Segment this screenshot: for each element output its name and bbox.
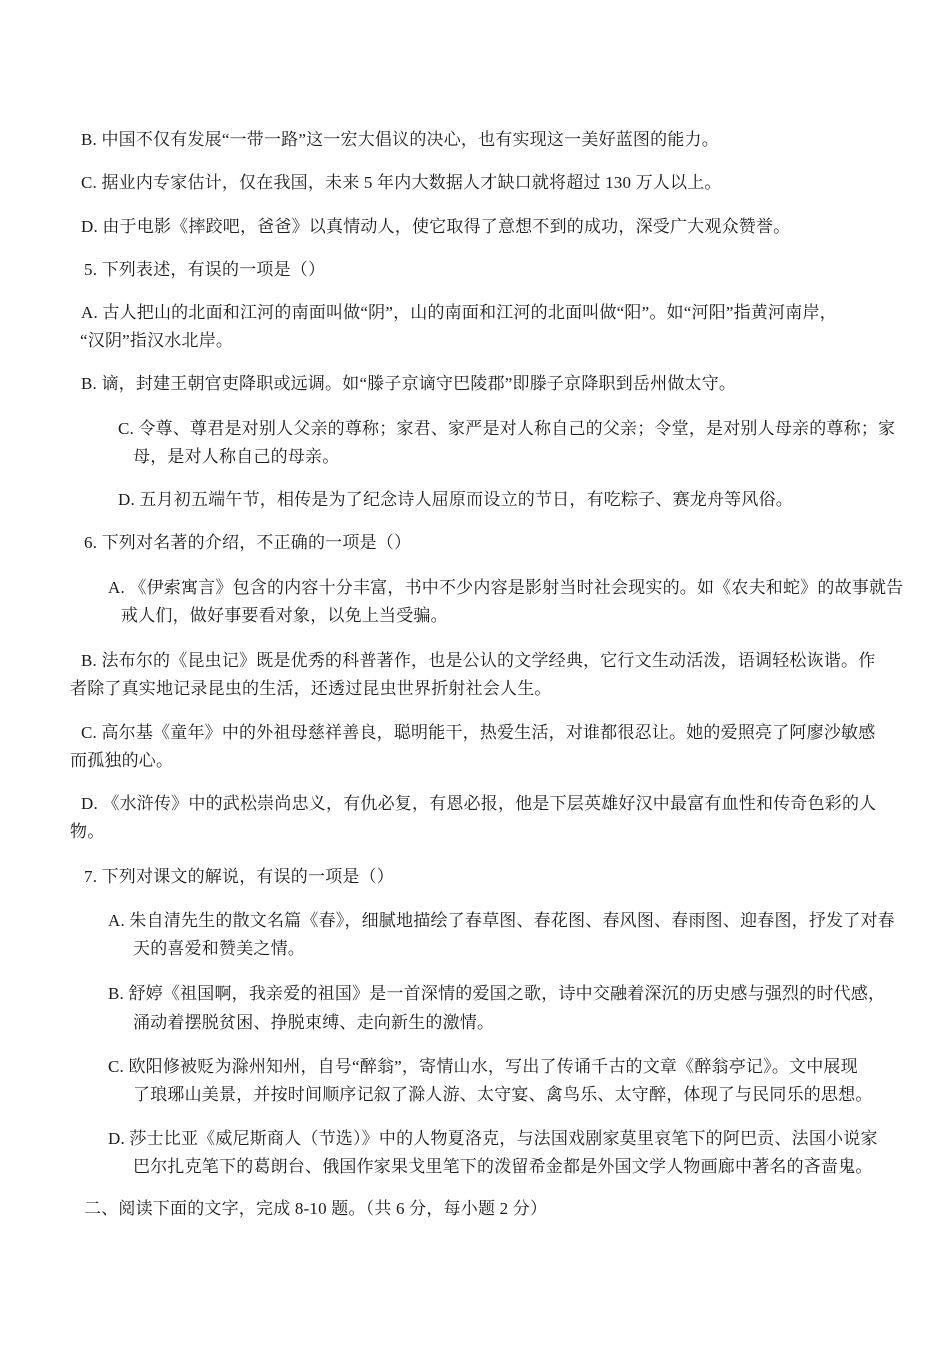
line-q5-option-c-2: 母，是对人称自己的母亲。	[133, 447, 340, 466]
line-q6-option-a-2: 戒人们，做好事要看对象，以免上当受骗。	[121, 606, 448, 625]
line-q7-option-a-1: A. 朱自清先生的散文名篇《春》，细腻地描绘了春草图、春花图、春风图、春雨图、迎春图，抒发了对春	[108, 911, 895, 930]
line-q6-option-b-1: B. 法布尔的《昆虫记》既是优秀的科普著作，也是公认的文学经典，它行文生动活泼，语调轻松诙谐。作	[81, 651, 876, 670]
line-q4-option-b: B. 中国不仅有发展“一带一路”这一宏大倡议的决心，也有实现这一美好蓝图的能力。	[81, 130, 719, 149]
line-q6-option-d-1: D. 《水浒传》中的武松崇尚忠义，有仇必复，有恩必报，他是下层英雄好汉中最富有血性和传奇色彩的人	[81, 794, 877, 813]
line-q5-option-c-1: C. 令尊、尊君是对别人父亲的尊称；家君、家严是对人称自己的父亲；令堂，是对别人母亲的尊称；家	[118, 419, 896, 438]
line-q7-option-a-2: 天的喜爱和赞美之情。	[133, 939, 305, 958]
line-q6-option-c-1: C. 高尔基《童年》中的外祖母慈祥善良，聪明能干，热爱生活，对谁都很忍让。她的爱照亮了阿廖沙敏感	[81, 723, 876, 742]
line-q4-option-c: C. 据业内专家估计，仅在我国，未来 5 年内大数据人才缺口就将超过 130 万人以上。	[81, 173, 722, 192]
line-q6-option-b-2: 者除了真实地记录昆虫的生活，还透过昆虫世界折射社会人生。	[70, 679, 552, 698]
line-section-2-header: 二、阅读下面的文字，完成 8-10 题。（共 6 分，每小题 2 分）	[84, 1199, 548, 1218]
line-q5-option-b: B. 谪，封建王朝官吏降职或远调。如“滕子京谪守巴陵郡”即滕子京降职到岳州做太守。	[81, 374, 737, 393]
line-q7-option-c-2: 了琅琊山美景，并按时间顺序记叙了滁人游、太守宴、禽鸟乐、太守醉，体现了与民同乐的思想。	[133, 1085, 873, 1104]
line-q7-option-d-1: D. 莎士比亚《威尼斯商人（节选）》中的人物夏洛克，与法国戏剧家莫里哀笔下的阿巴贡、法国小说家	[108, 1129, 878, 1148]
line-q5-option-a-1: A. 古人把山的北面和江河的南面叫做“阴”，山的南面和江河的北面叫做“阳”。如“河阳”指黄河南岸，	[81, 303, 837, 322]
line-q5-stem: 5. 下列表述，有误的一项是（）	[84, 260, 326, 279]
line-q4-option-d: D. 由于电影《摔跤吧，爸爸》以真情动人，使它取得了意想不到的成功，深受广大观众赞誉。	[81, 217, 791, 236]
line-q6-option-d-2: 物。	[70, 822, 105, 841]
line-q7-option-b-2: 涌动着摆脱贫困、挣脱束缚、走向新生的激情。	[133, 1013, 495, 1032]
line-q7-option-c-1: C. 欧阳修被贬为滁州知州，自号“醉翁”，寄情山水，写出了传诵千古的文章《醉翁亭记》。文中展现	[108, 1057, 858, 1076]
line-q5-option-a-2: “汉阴”指汉水北岸。	[80, 331, 234, 350]
line-q6-stem: 6. 下列对名著的介绍，不正确的一项是（）	[84, 533, 412, 552]
line-q7-option-b-1: B. 舒婷《祖国啊，我亲爱的祖国》是一首深情的爱国之歌，诗中交融着深沉的历史感与强烈的时代感，	[108, 984, 886, 1003]
line-q6-option-c-2: 而孤独的心。	[70, 751, 174, 770]
line-q6-option-a-1: A. 《伊索寓言》包含的内容十分丰富，书中不少内容是影射当时社会现实的。如《农夫和蛇》的故事就告	[108, 578, 904, 597]
line-q7-option-d-2: 巴尔扎克笔下的葛朗台、俄国作家果戈里笔下的泼留希金都是外国文学人物画廊中著名的吝啬鬼。	[133, 1157, 873, 1176]
line-q7-stem: 7. 下列对课文的解说，有误的一项是（）	[84, 867, 394, 886]
line-q5-option-d: D. 五月初五端午节，相传是为了纪念诗人屈原而设立的节日，有吃粽子、赛龙舟等风俗。	[118, 490, 793, 509]
